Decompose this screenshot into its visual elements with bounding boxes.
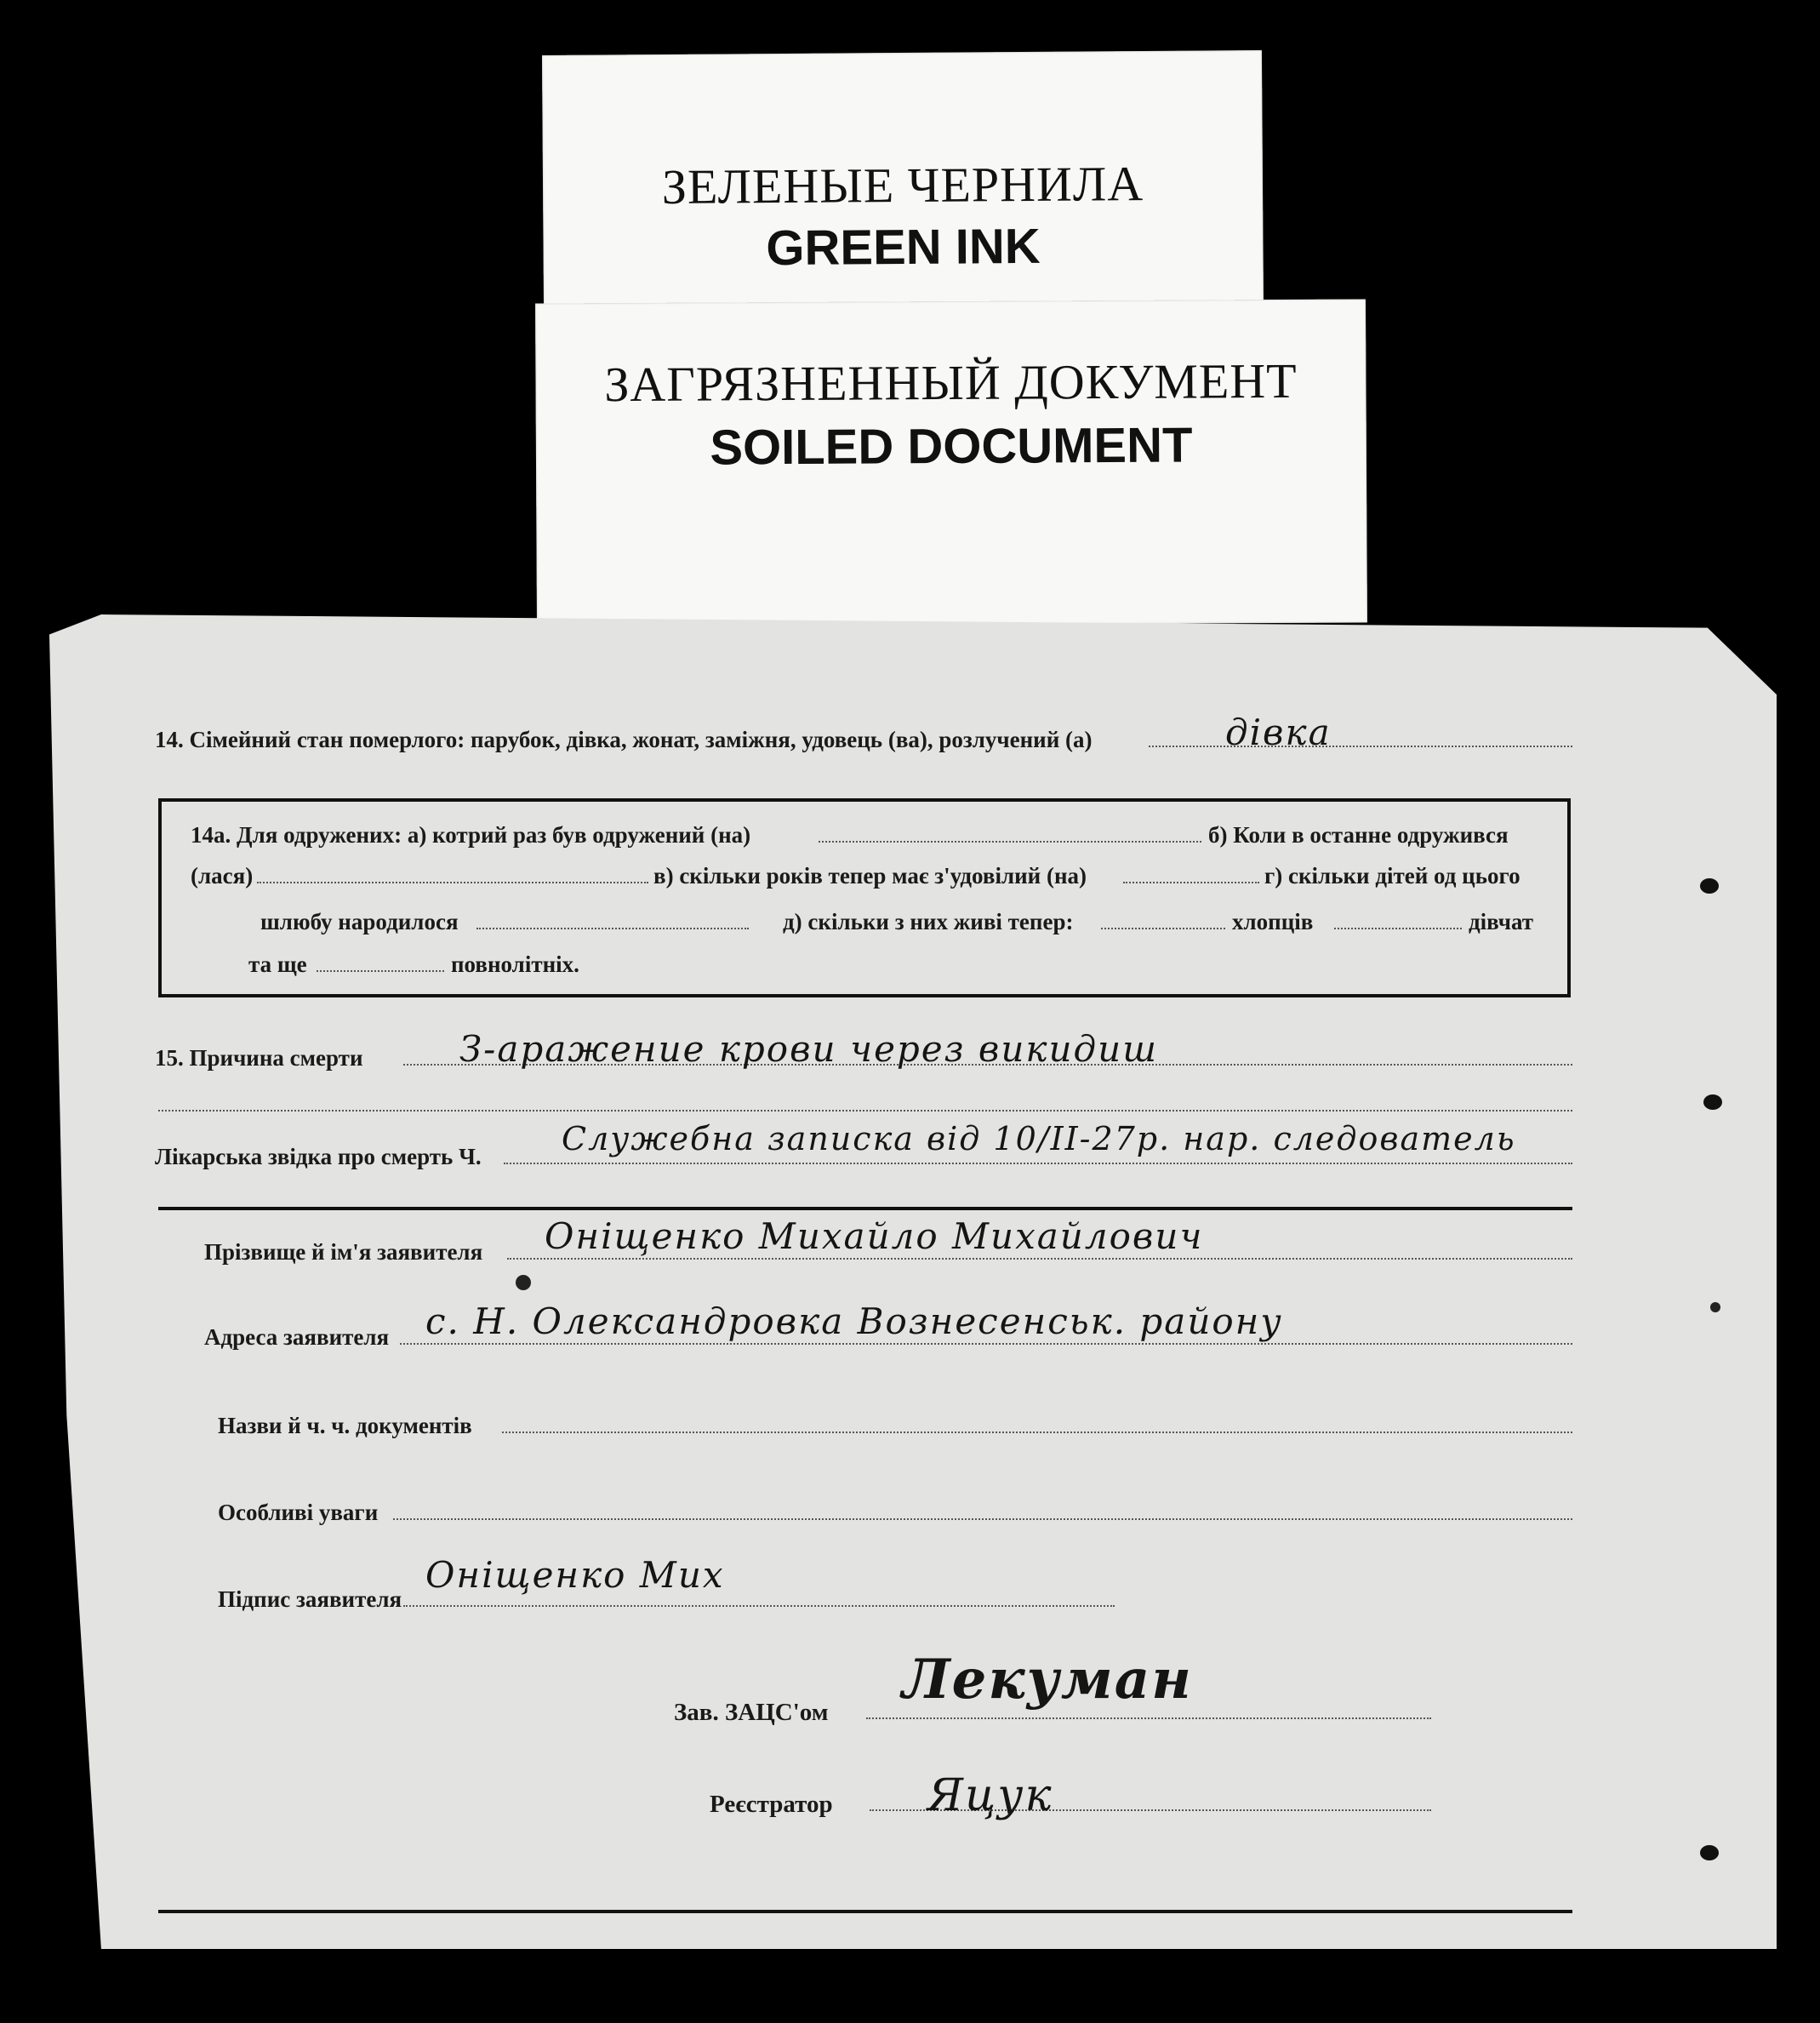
head-label: Зав. ЗАЦС'ом xyxy=(674,1699,829,1726)
binding-hole xyxy=(1700,878,1719,894)
binding-hole xyxy=(1700,1845,1719,1860)
applicant-name-label: Прізвище й ім'я заявителя xyxy=(204,1239,483,1265)
medical-answer: Служебна записка від 10/II-27р. нар. следователь xyxy=(562,1120,1516,1157)
binding-hole xyxy=(1703,1094,1722,1110)
q14a-line4-a: та ще xyxy=(248,951,307,977)
applicant-address-line xyxy=(400,1343,1572,1345)
ink-blot xyxy=(516,1275,531,1290)
soiled-label-ru: ЗАГРЯЗНЕННЫЙ ДОКУМЕНТ xyxy=(604,352,1298,413)
q14a-line3-a: шлюбу народилося xyxy=(260,909,459,934)
applicant-address-answer: с. Н. Олександровка Вознесенськ. району xyxy=(425,1300,1283,1342)
medical-label: Лікарська звідка про смерть Ч. xyxy=(155,1144,482,1169)
q14a-line2-dots1 xyxy=(257,882,648,883)
section-divider xyxy=(158,1207,1572,1210)
q14a-line4-dots xyxy=(317,970,444,972)
q15-answer: З-аражение крови через викидиш xyxy=(459,1028,1159,1070)
q14a-line3-b: д) скільки з них живі тепер: xyxy=(783,909,1074,934)
q14a-line2-b: в) скільки років тепер має з'удовілий (на) xyxy=(653,863,1087,889)
speck xyxy=(1710,1302,1720,1312)
soiled-label-en: SOILED DOCUMENT xyxy=(710,417,1193,476)
q14a-line3-dots1 xyxy=(476,928,749,929)
green-ink-slip xyxy=(542,50,1264,311)
soiled-document-slip xyxy=(535,299,1367,626)
q15-line2 xyxy=(158,1110,1572,1112)
q14a-line1-a: 14а. Для одружених: а) котрий раз був одружений (на) xyxy=(191,822,751,848)
documents-label: Назви й ч. ч. документів xyxy=(218,1413,472,1438)
signature-answer: Оніщенко Мих xyxy=(425,1554,725,1596)
q14-line xyxy=(1149,746,1572,747)
q14a-line2-c: г) скільки дітей од цього xyxy=(1264,863,1520,889)
bottom-rule xyxy=(158,1910,1572,1913)
head-signature: Лекуман xyxy=(902,1648,1193,1712)
green-ink-label-ru: ЗЕЛЕНЫЕ ЧЕРНИЛА xyxy=(661,156,1144,214)
notes-label: Особливі уваги xyxy=(218,1500,379,1525)
q14a-line3-d: дівчат xyxy=(1469,909,1534,934)
applicant-name-line xyxy=(507,1258,1572,1260)
q14a-line3-c: хлопців xyxy=(1232,909,1314,934)
q14a-line1-dots xyxy=(819,841,1201,843)
q14-label: 14. Сімейний стан померлого: парубок, дівка, жонат, заміжня, удовець (ва), розлучений (а) xyxy=(155,727,1093,752)
registrar-label: Реєстратор xyxy=(710,1791,833,1818)
q14a-line4-b: повнолітніх. xyxy=(451,951,579,977)
q14a-line3-dots2 xyxy=(1101,928,1225,929)
green-ink-label-en: GREEN INK xyxy=(766,218,1041,277)
q14a-line1-b: б) Коли в останне одружився xyxy=(1208,822,1509,848)
q14a-line2-a: (лася) xyxy=(191,863,254,889)
medical-line xyxy=(504,1163,1572,1164)
documents-line xyxy=(502,1432,1572,1433)
head-line xyxy=(866,1717,1431,1719)
registrar-signature: Яцук xyxy=(927,1770,1053,1821)
q14-answer: дівка xyxy=(1225,711,1332,753)
applicant-name-answer: Оніщенко Михайло Михайлович xyxy=(545,1215,1204,1257)
signature-line xyxy=(403,1605,1115,1607)
signature-label: Підпис заявителя xyxy=(218,1586,402,1612)
applicant-address-label: Адреса заявителя xyxy=(204,1324,390,1350)
q14a-line2-dots2 xyxy=(1123,882,1259,883)
notes-line xyxy=(393,1518,1572,1520)
q14a-line3-dots3 xyxy=(1334,928,1462,929)
q15-label: 15. Причина смерти xyxy=(155,1045,363,1071)
